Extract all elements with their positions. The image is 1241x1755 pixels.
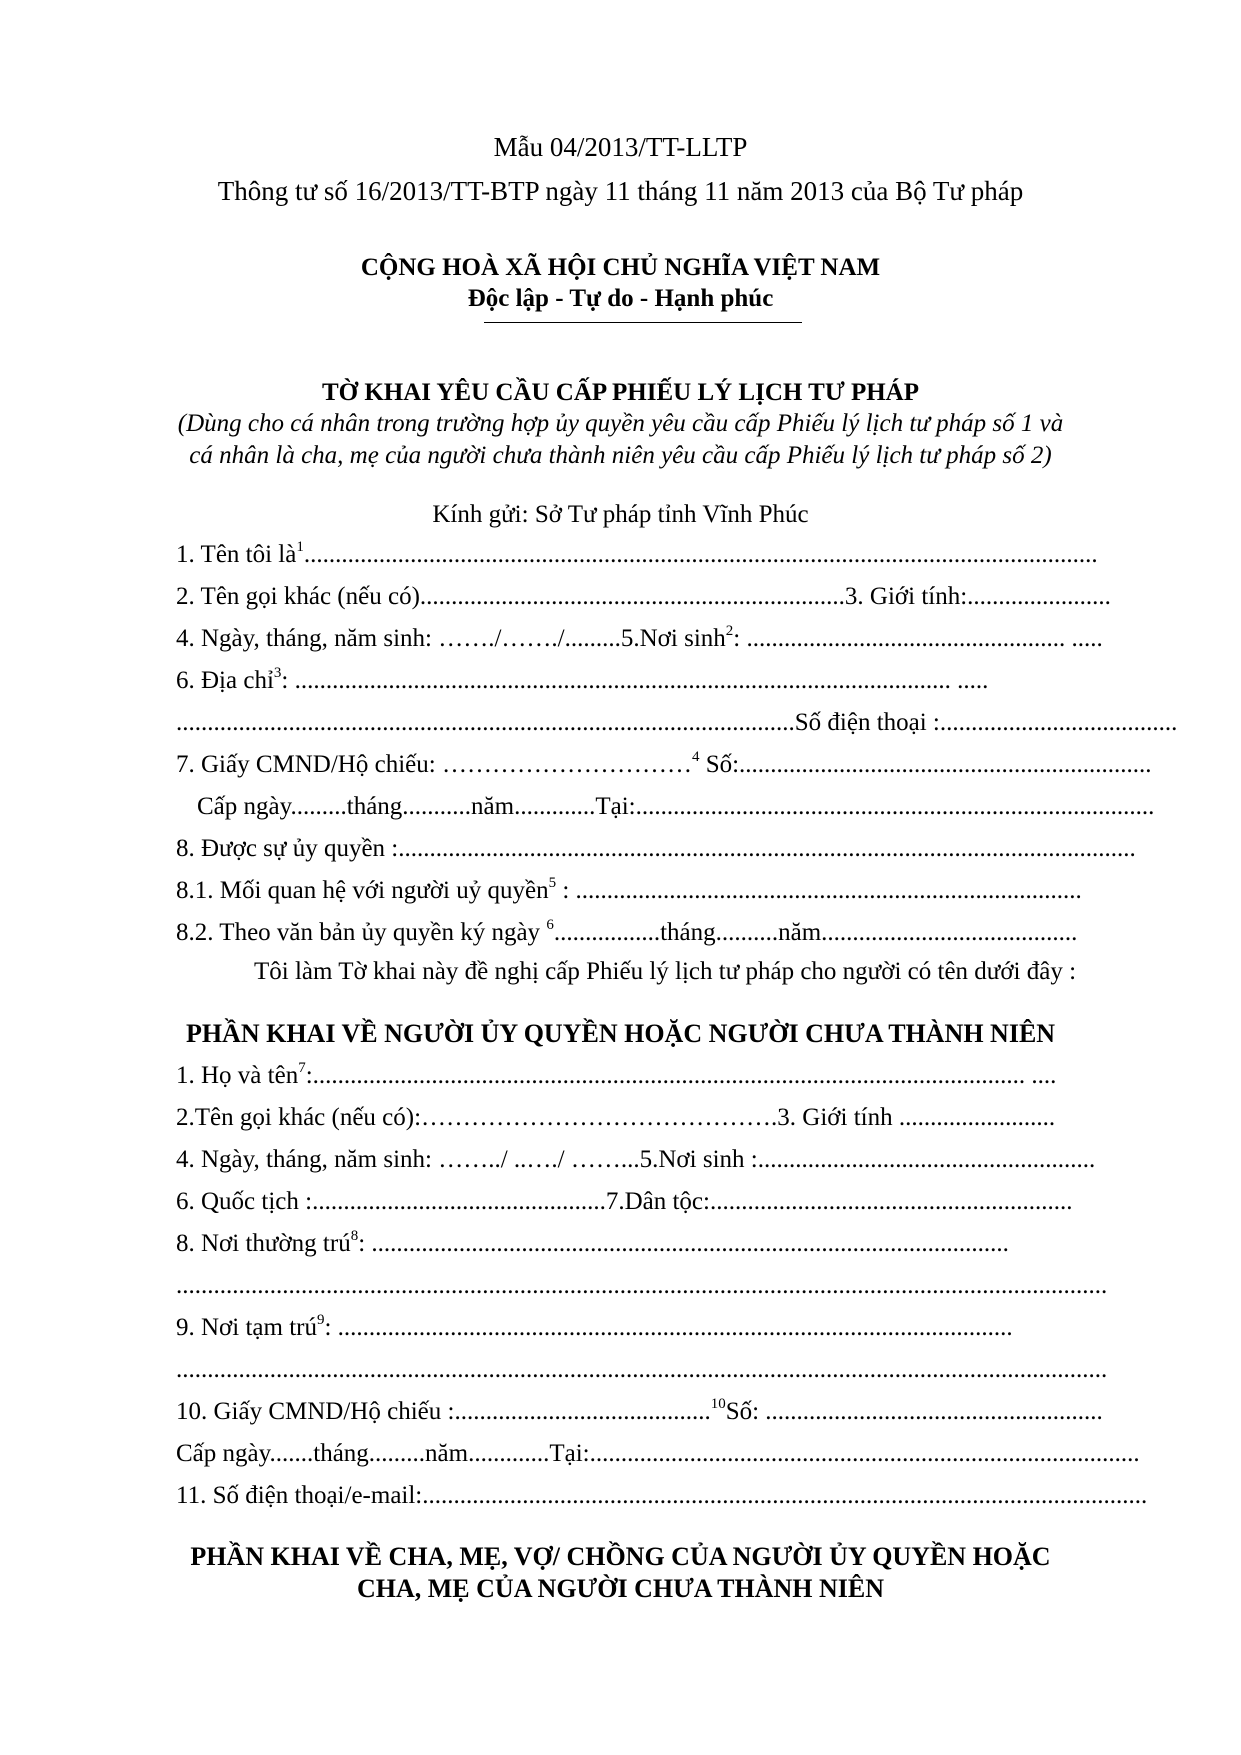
field-person-name[interactable]: 1. Họ và tên$^7$:.................................................................................................................. .... [176,1059,1057,1089]
motto-underline [484,322,802,323]
form-subtitle-line-1: (Dùng cho cá nhân trong trường hợp ủy quyền yêu cầu cấp Phiếu lý lịch tư pháp số 1 và [177,410,1064,437]
national-motto: Độc lập - Tự do - Hạnh phúc [467,285,774,312]
section-parents-heading-line-2: CHA, MẸ CỦA NGƯỜI CHƯA THÀNH NIÊN [356,1574,884,1603]
field-person-id-issue[interactable]: Cấp ngày.......tháng.........năm.............Tại:........................................................................................ [176,1440,1140,1467]
field-person-temporary-residence[interactable]: 9. Nơi tạm trú$^9$: ............................................................................................................ [176,1311,1013,1341]
field-person-alias-gender[interactable]: 2.Tên gọi khác (nếu có):…………………………………….3. Giới tính ......................... [176,1104,1056,1131]
form-title: TỜ KHAI YÊU CẦU CẤP PHIẾU LÝ LỊCH TƯ PHÁP [321,379,920,406]
field-requester-id[interactable]: 7. Giấy CMND/Hộ chiếu: …………………………$^4$ Số:.................................................................. [176,748,1152,778]
field-requester-address[interactable]: 6. Địa chỉ$^3$: ......................................................................................................... ..... [176,664,989,694]
field-requester-id-issue[interactable]: Cấp ngày.........tháng...........năm.............Tại:................................................................................... [197,793,1155,820]
field-person-temporary-residence-cont[interactable]: ..................................................................................................................................................... [176,1356,1108,1383]
field-requester-alias-gender[interactable]: 2. Tên gọi khác (nếu có)....................................................................3. Giới tính:....................... [176,583,1111,610]
section-person-heading: PHẦN KHAI VỀ NGƯỜI ỦY QUYỀN HOẶC NGƯỜI CHƯA THÀNH NIÊN [185,1019,1056,1048]
request-statement: Tôi làm Tờ khai này đề nghị cấp Phiếu lý lịch tư pháp cho người có tên dưới đây : [254,958,1077,985]
circular-reference: Thông tư số 16/2013/TT-BTP ngày 11 tháng 11 năm 2013 của Bộ Tư pháp [217,176,1024,206]
country-name: CỘNG HOÀ XÃ HỘI CHỦ NGHĨA VIỆT NAM [360,254,881,281]
field-person-contact[interactable]: 11. Số điện thoại/e-mail:.................................................................................................................... [176,1482,1148,1509]
field-relationship[interactable]: 8.1. Mối quan hệ với người uỷ quyền$^5$ : ................................................................................. [176,874,1082,904]
field-authorized-by[interactable]: 8. Được sự ủy quyền :...................................................................................................................... [176,835,1136,862]
field-requester-birth[interactable]: 4. Ngày, tháng, năm sinh: ……./……./.........5.Nơi $\sinh^2$: ................................................... ..... [176,622,1103,652]
form-code: Mẫu 04/2013/TT-LLTP [493,132,748,162]
field-requester-address-phone[interactable]: ...................................................................................................Số điện thoại :...................................... [176,709,1178,736]
field-person-id[interactable]: 10. Giấy CMND/Hộ chiếu :.........................................$^{10}$Số: ...................................................... [176,1395,1103,1425]
field-person-permanent-residence-cont[interactable]: ..................................................................................................................................................... [176,1272,1108,1299]
field-person-nationality[interactable]: 6. Quốc tịch :...............................................7.Dân tộc:.......................................................... [176,1188,1073,1215]
field-requester-name[interactable]: 1. Tên tôi $là^1$............................................................................................................................... [176,538,1098,568]
field-authorization-date[interactable]: 8.2. Theo văn bản ủy quyền ký ngày $^6$.................tháng..........năm......................................... [176,916,1078,946]
field-person-permanent-residence[interactable]: 8. Nơi thường trú$^8$: ...................................................................................................... [176,1227,1009,1257]
form-subtitle-line-2: cá nhân là cha, mẹ của người chưa thành niên yêu cầu cấp Phiếu lý lịch tư pháp số 2) [189,442,1052,469]
field-person-birth[interactable]: 4. Ngày, tháng, năm sinh: ……../ ..…./ ……...5.Nơi sinh :...................................................... [176,1146,1096,1173]
recipient: Kính gửi: Sở Tư pháp tỉnh Vĩnh Phúc [432,501,809,528]
section-parents-heading-line-1: PHẦN KHAI VỀ CHA, MẸ, VỢ/ CHỒNG CỦA NGƯỜI ỦY QUYỀN HOẶC [190,1542,1051,1571]
